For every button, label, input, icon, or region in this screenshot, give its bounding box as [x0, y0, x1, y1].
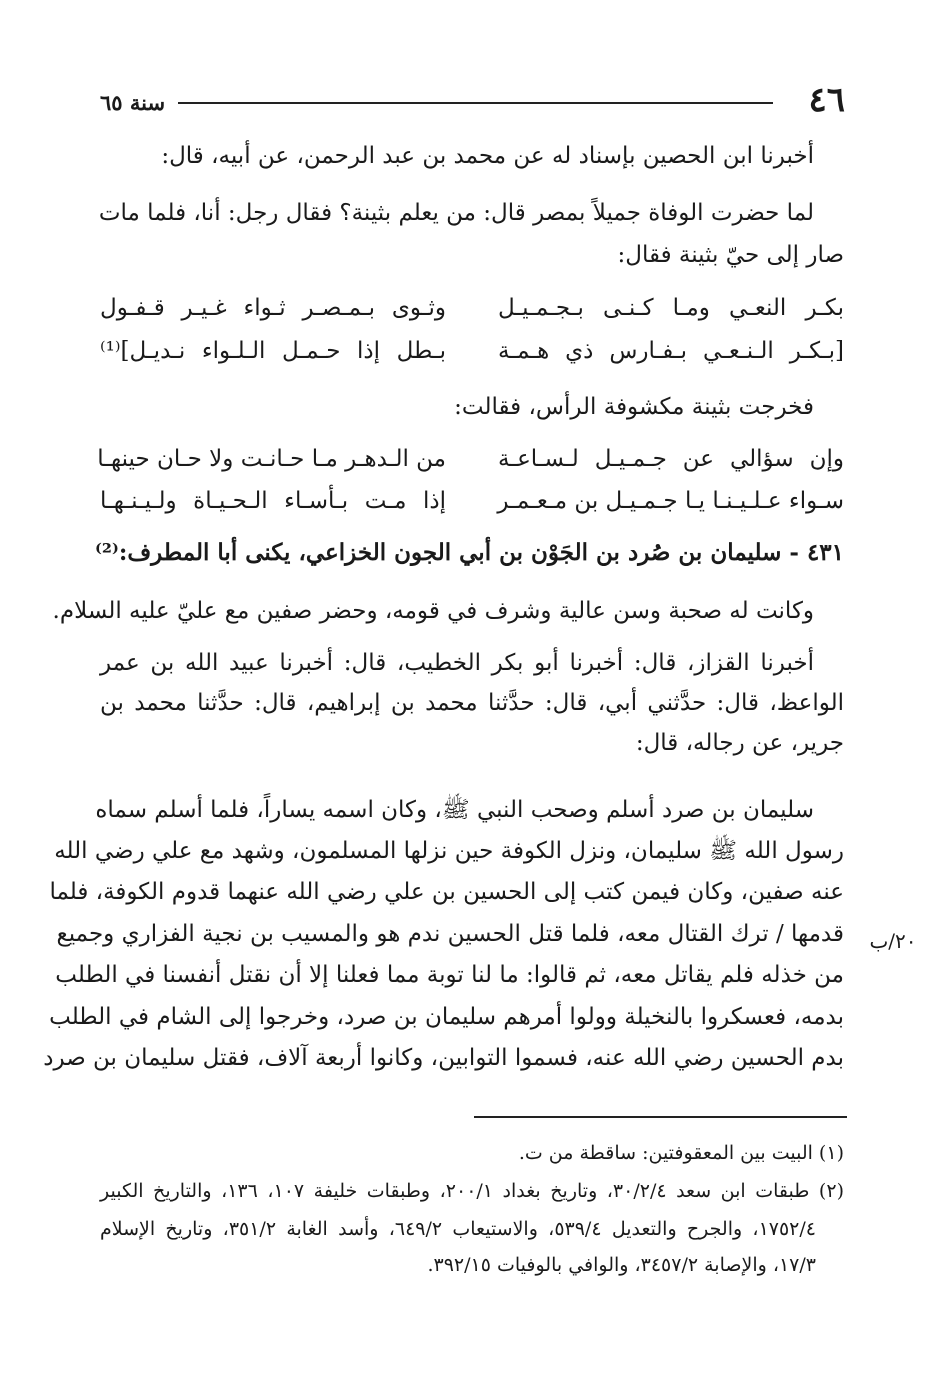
body-line: فخرجت بثينة مكشوفة الرأس، فقالت:	[454, 394, 814, 420]
body-line: من خذله فلم يقاتل معه، ثم قالوا: ما لنا توبة مما فعلنا إلا أن نقتل أنفسنا في الطلب	[55, 962, 844, 988]
body-line: بدمه، فعسكروا بالنخيلة وولوا أمرهم سليمان بن صرد، وخرجوا إلى الشام في الطلب	[49, 1004, 844, 1030]
verse-first-hemistich: سـواء عـلـيـنـا يـا جـمـيـل بن مـعـمـر	[497, 488, 844, 514]
body-line: صار إلى حيّ بثينة فقال:	[617, 242, 844, 268]
footnote: ١٧/٣، والإصابة ٣٤٥٧/٢، والوافي بالوفيات ٣٩٢/١٥.	[427, 1254, 816, 1276]
body-line: عنه صفين، وكان فيمن كتب إلى الحسين بن علي رضي الله عنهما قدوم الكوفة، فلما	[49, 879, 844, 905]
page-number: ٤٦	[808, 80, 845, 120]
verse-first-hemistich: وإن سؤالي عن جـمـيـل لـسـاعـة	[498, 446, 844, 472]
verse-second-hemistich: وثـوى بـمـصـر ثـواء غـيـر قـفـول	[100, 295, 446, 321]
verse-second-hemistich: من الـدهـر مـا حـانـت ولا حـان حينهـا	[97, 446, 446, 472]
body-line: جرير، عن رجاله، قال:	[635, 730, 844, 756]
body-line: لما حضرت الوفاة جميلاً بمصر قال: من يعلم بثينة؟ فقال رجل: أنا، فلما مات	[98, 200, 814, 226]
header-rule	[178, 102, 773, 104]
footnote-rule	[474, 1116, 847, 1118]
verse	[100, 290, 844, 326]
body-line: رسول الله ﷺ سليمان، ونزل الكوفة حين نزلها المسلمون، وشهد مع علي رضي الله	[54, 838, 844, 864]
verse-first-hemistich: بكـر النعـي ومـا كـنـى بـجـمـيـل	[498, 295, 844, 321]
verse	[97, 441, 844, 477]
entry-heading: ٤٣١ - سليمان بن صُرد بن الجَوْن بن أبي الجون الخزاعي، يكنى أبا المطرف:⁽²⁾	[95, 539, 844, 566]
body-line: الواعظ، قال: حدَّثني أبي، قال: حدَّثنا محمد بن إبراهيم، قال: حدَّثنا محمد بن	[100, 690, 844, 716]
footnote: (٢) طبقات ابن سعد ٣٠/٢/٤، وتاريخ بغداد ٢٠٠/١، وطبقات خليفة ١٠٧، ١٣٦، والتاريخ الكبير	[100, 1180, 844, 1202]
footnote: ١٧٥٢/٤، والجرح والتعديل ٥٣٩/٤، والاستيعاب ٦٤٩/٢، وأسد الغابة ٣٥١/٢، وتاريخ الإسلام	[100, 1218, 816, 1240]
verse-second-hemistich: إذا مـت بـأسـاء الـحـيـاة ولـيـنـهـا	[100, 488, 446, 514]
verse-first-hemistich: [بـكـر الـنـعـي بـفـارس ذي هـمـة	[498, 338, 844, 364]
body-line: قدمها / ترك القتال معه، فلما قتل الحسين ندم هو والمسيب بن نجية الفزاري وجميع	[56, 921, 844, 947]
footnote: (١) البيت بين المعقوفتين: ساقطة من ت.	[518, 1142, 844, 1164]
body-line: أخبرنا القزاز، قال: أخبرنا أبو بكر الخطيب، قال: أخبرنا عبيد الله بن عمر	[100, 650, 814, 676]
body-line: بدم الحسين رضي الله عنه، فسموا التوابين، وكانوا أربعة آلاف، فقتل سليمان بن صرد	[43, 1045, 844, 1071]
body-line: سليمان بن صرد أسلم وصحب النبي ﷺ، وكان اسمه يساراً، فلما أسلم سماه	[95, 797, 814, 823]
running-title: سنة ٦٥	[100, 90, 166, 115]
verse-second-hemistich: بـطل إذا حـمـل الـلـواء نـديـل]⁽¹⁾	[100, 338, 446, 364]
manuscript-folio-marker: ٢٠/ب	[869, 929, 917, 953]
body-line: وكانت له صحبة وسن عالية وشرف في قومه، وحضر صفين مع عليّ عليه السلام.	[52, 598, 814, 624]
body-line: أخبرنا ابن الحصين بإسناد له عن محمد بن عبد الرحمن، عن أبيه، قال:	[161, 143, 814, 169]
verse	[100, 483, 844, 519]
verse	[100, 333, 844, 369]
